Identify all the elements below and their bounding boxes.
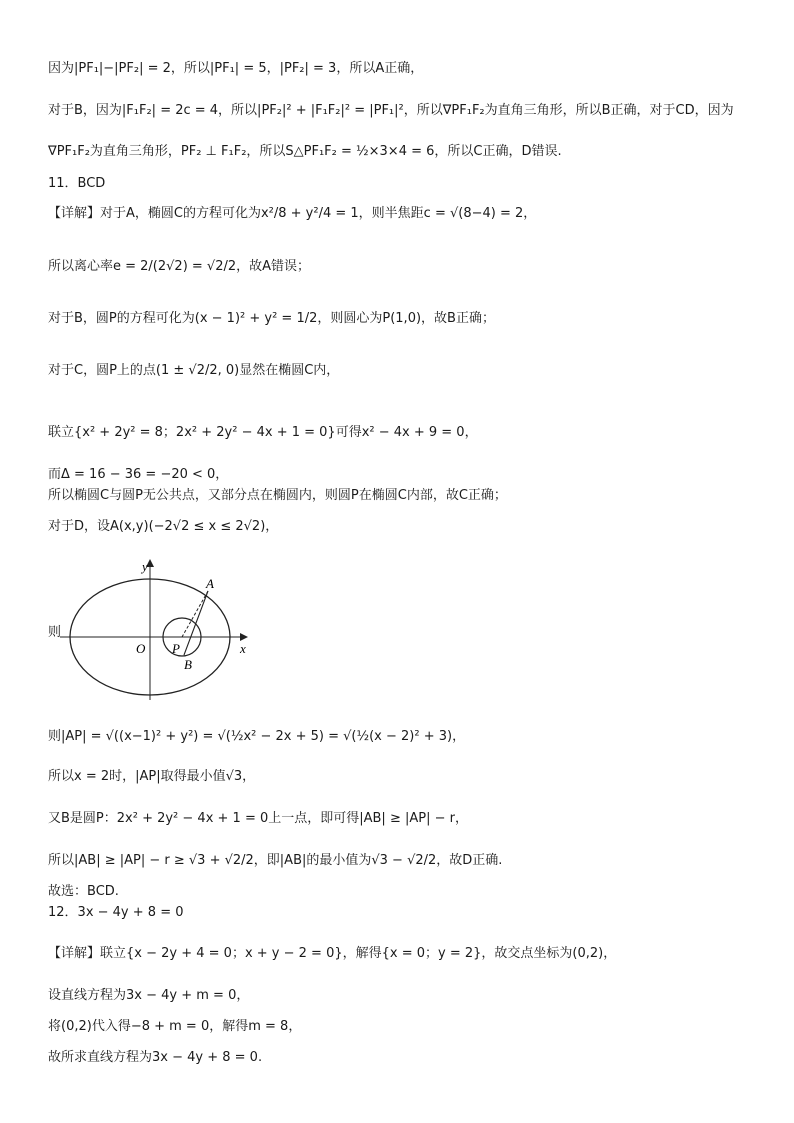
label-p: P bbox=[172, 641, 180, 656]
text-line-23: 故所求直线方程为3x − 4y + 8 = 0. bbox=[48, 1050, 263, 1065]
label-y: y bbox=[142, 559, 148, 574]
text-line-20: 【详解】联立{x − 2y + 4 = 0；x + y − 2 = 0}，解得{x = 0；y = 2}，故交点坐标为(0,2)， bbox=[48, 946, 617, 961]
text-line-15: 所以x = 2时，|AP|取得最小值√3， bbox=[48, 769, 256, 784]
text-line-3: ∇PF₁F₂为直角三角形，PF₂ ⊥ F₁F₂，所以S△PF₁F₂ = ½×3×4 = 6，所以C正确，D错误. bbox=[48, 144, 562, 159]
text-line-8: 对于C，圆P上的点(1 ± √2/2, 0)显然在椭圆C内， bbox=[48, 363, 340, 378]
text-line-9: 联立{x² + 2y² = 8；2x² + 2y² − 4x + 1 = 0}可得x² − 4x + 9 = 0， bbox=[48, 425, 478, 440]
text-line-13: 则 bbox=[48, 625, 62, 640]
label-x: x bbox=[240, 641, 246, 656]
text-line-2: 对于B，因为|F₁F₂| = 2c = 4，所以|PF₂|² + |F₁F₂|² = |PF₁|²，所以∇PF₁F₂为直角三角形，所以B正确，对于CD，因为 bbox=[48, 103, 734, 118]
text-line-21: 设直线方程为3x − 4y + m = 0， bbox=[48, 988, 250, 1003]
answer-12: 12．3x − 4y + 8 = 0 bbox=[48, 905, 184, 920]
text-line-16: 又B是圆P：2x² + 2y² − 4x + 1 = 0上一点，即可得|AB| ≥ |AP| − r， bbox=[48, 811, 468, 826]
text-line-14: 则|AP| = √((x−1)² + y²) = √(½x² − 2x + 5) = √(½(x − 2)² + 3)， bbox=[48, 729, 466, 744]
text-line-18: 故选：BCD. bbox=[48, 884, 119, 899]
x-axis-arrow bbox=[240, 633, 248, 641]
segment-a-b bbox=[184, 591, 208, 655]
segment-a-p-dashed bbox=[182, 591, 208, 637]
label-a: A bbox=[206, 576, 214, 591]
text-line-17: 所以|AB| ≥ |AP| − r ≥ √3 + √2/2，即|AB|的最小值为√3 − √2/2，故D正确. bbox=[48, 853, 503, 868]
text-line-6: 所以离心率e = 2/(2√2) = √2/2，故A错误； bbox=[48, 259, 311, 274]
text-line-1: 因为|PF₁|−|PF₂| = 2，所以|PF₁| = 5，|PF₂| = 3，所以A正确， bbox=[48, 61, 424, 76]
text-line-5: 【详解】对于A，椭圆C的方程可化为x²/8 + y²/4 = 1，则半焦距c = √(8−4) = 2， bbox=[48, 206, 537, 221]
text-line-11: 所以椭圆C与圆P无公共点，又部分点在椭圆内，则圆P在椭圆C内部，故C正确； bbox=[48, 488, 507, 503]
label-b: B bbox=[184, 657, 192, 672]
text-line-22: 将(0,2)代入得−8 + m = 0，解得m = 8， bbox=[48, 1019, 302, 1034]
answer-11: 11．BCD bbox=[48, 176, 106, 191]
text-line-7: 对于B，圆P的方程可化为(x − 1)² + y² = 1/2，则圆心为P(1,0)，故B正确； bbox=[48, 311, 495, 326]
ellipse-circle-figure bbox=[60, 555, 270, 705]
text-line-10: 而Δ = 16 − 36 = −20 < 0， bbox=[48, 467, 229, 482]
text-line-12: 对于D，设A(x,y)(−2√2 ≤ x ≤ 2√2)， bbox=[48, 519, 279, 534]
label-o: O bbox=[136, 641, 146, 656]
